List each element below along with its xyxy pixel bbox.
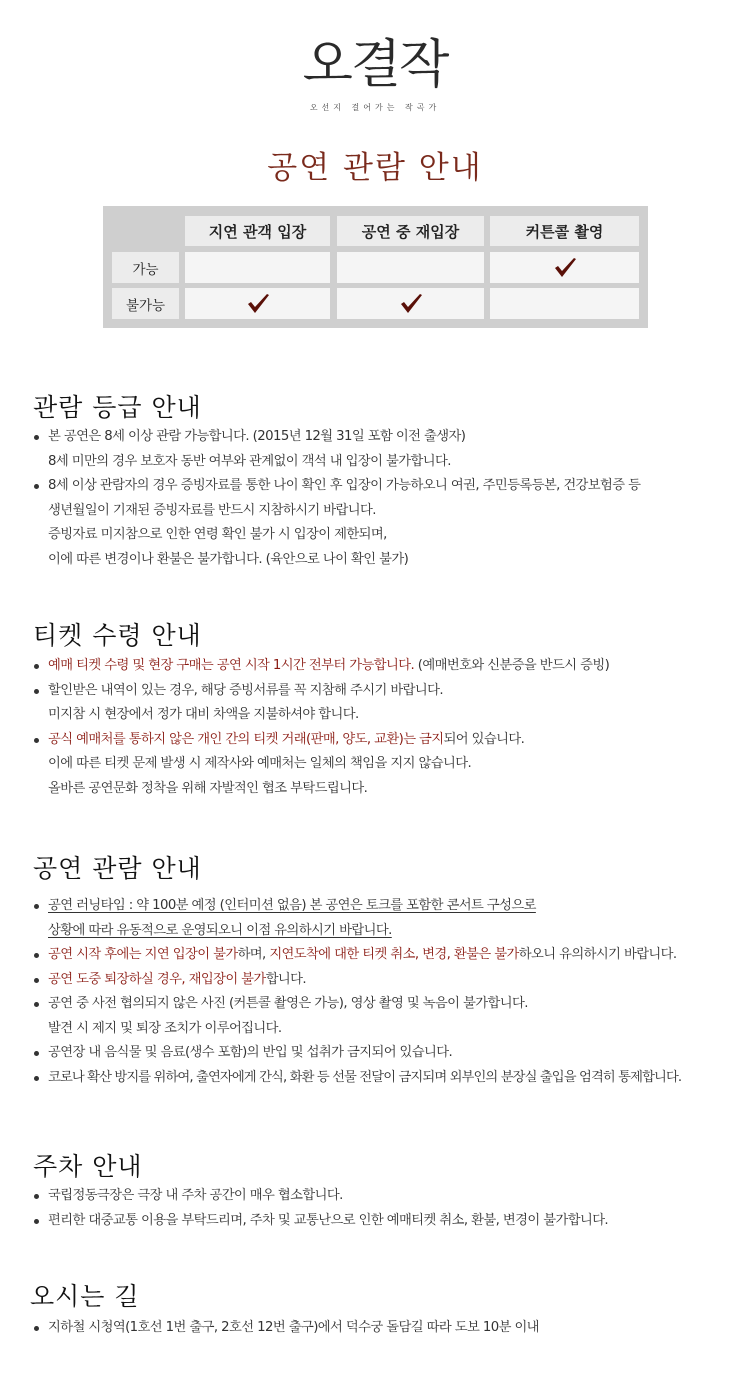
list-line: 발견 시 제지 및 퇴장 조치가 이루어집니다.: [48, 1020, 282, 1036]
table-row-label-not-allowed: 불가능: [112, 288, 179, 319]
list-line: 8세 이상 관람자의 경우 증빙자료를 통한 나이 확인 후 입장이 가능하오니 여권, 주민등록등본, 건강보험증 등: [48, 478, 641, 493]
logo-text: 오결작: [302, 35, 448, 95]
table-header-curtaincall-photo: 커튼콜 촬영: [490, 216, 639, 246]
list-line: 생년월일이 기재된 증빙자료를 반드시 지참하시기 바랍니다.: [48, 502, 376, 518]
section-title-directions: 오시는 길: [30, 1282, 140, 1311]
table-cell: [185, 252, 330, 283]
list-line: 공연 중 사전 협의되지 않은 사진 (커튼콜 촬영은 가능), 영상 촬영 및 녹음이 불가합니다.: [48, 996, 528, 1011]
emphasis-text: 공연 도중 퇴장하실 경우, 재입장이 불가: [48, 971, 266, 987]
list-text: 하오니 유의하시기 바랍니다.: [518, 947, 677, 962]
list-line: 증빙자료 미지참으로 인한 연령 확인 불가 시 입장이 제한되며,: [48, 527, 387, 542]
ticket-list: [33, 654, 609, 801]
list-item: [33, 728, 609, 802]
parking-list: [33, 1184, 608, 1233]
list-item: [33, 679, 609, 728]
emphasis-text: 예매 티켓 수령 및 현장 구매는 공연 시작 1시간 전부터 가능합니다.: [48, 658, 415, 673]
list-text: 합니다.: [265, 971, 307, 987]
table-header-reentry: 공연 중 재입장: [337, 216, 484, 246]
check-icon: [553, 257, 577, 279]
list-line: 공연장 내 음식물 및 음료(생수 포함)의 반입 및 섭취가 금지되어 있습니다.: [48, 1045, 453, 1060]
list-text: 되어 있습니다.: [443, 731, 525, 747]
emphasis-text: 공식 예매처를 통하지 않은 개인 간의 티켓 거래(판매, 양도, 교환)는 금지: [48, 731, 444, 747]
list-line: 국립정동극장은 극장 내 주차 공간이 매우 협소합니다.: [48, 1188, 343, 1203]
list-line: 공연 러닝타임 : 약 100분 예정 (인터미션 없음) 본 공연은 토크를 포함한 콘서트 구성으로: [48, 898, 536, 913]
list-item: [33, 1041, 681, 1066]
check-icon: [246, 293, 270, 315]
list-item: [33, 654, 609, 679]
section-title-parking: 주차 안내: [33, 1152, 143, 1181]
section-title-rating: 관람 등급 안내: [33, 393, 202, 422]
list-item: [33, 992, 681, 1041]
list-line: 이에 따른 티켓 문제 발생 시 제작사와 예매처는 일체의 책임을 지지 않습니다.: [48, 756, 472, 771]
rating-list: [33, 425, 640, 572]
list-item: [33, 894, 681, 943]
table-cell: [337, 288, 484, 319]
logo-subtext: 오선지 걸어가는 작곡가: [309, 103, 441, 112]
list-item: [33, 1316, 539, 1341]
section-title-ticket: 티켓 수령 안내: [33, 621, 202, 650]
list-item: [33, 1066, 681, 1091]
list-item: [33, 968, 681, 993]
list-item: [33, 1184, 608, 1209]
emphasis-text: 공연 시작 후에는 지연 입장이 불가: [48, 947, 238, 962]
list-line: 코로나 확산 방지를 위하여, 출연자에게 간식, 화환 등 선물 전달이 금지되며 외부인의 분장실 출입을 엄격히 통제합니다.: [48, 1069, 682, 1085]
table-header-late-entry: 지연 관객 입장: [185, 216, 330, 246]
directions-list: [33, 1316, 539, 1341]
list-item: [33, 1209, 608, 1234]
list-item: [33, 943, 681, 968]
table-cell: [185, 288, 330, 319]
table-cell: [490, 288, 639, 319]
list-line: 올바른 공연문화 정착을 위해 자발적인 협조 부탁드립니다.: [48, 780, 368, 796]
table-row-label-allowed: 가능: [112, 252, 179, 283]
check-icon: [399, 293, 423, 315]
list-line: 할인받은 내역이 있는 경우, 해당 증빙서류를 꼭 지참해 주시기 바랍니다.: [48, 682, 443, 698]
list-line: 이에 따른 변경이나 환불은 불가합니다. (육안으로 나이 확인 불가): [48, 551, 409, 567]
list-line: 미지참 시 현장에서 정가 대비 차액을 지불하셔야 합니다.: [48, 707, 359, 722]
list-text: (예매번호와 신분증을 반드시 증빙): [414, 658, 610, 673]
list-line: 8세 미만의 경우 보호자 동반 여부와 관계없이 객석 내 입장이 불가합니다.: [48, 453, 451, 469]
policy-table: [103, 206, 648, 328]
page-title: 공연 관람 안내: [267, 150, 483, 186]
table-cell: [490, 252, 639, 283]
list-text: 하며,: [237, 947, 270, 962]
list-line: 본 공연은 8세 이상 관람 가능합니다. (2015년 12월 31일 포함 이전 출생자): [48, 429, 466, 444]
section-title-viewing: 공연 관람 안내: [33, 854, 202, 883]
table-cell: [337, 252, 484, 283]
viewing-list: [33, 894, 681, 1090]
list-item: [33, 425, 640, 474]
logo: [0, 30, 750, 113]
emphasis-text: 지연도착에 대한 티켓 취소, 변경, 환불은 불가: [269, 947, 519, 962]
list-item: [33, 474, 640, 572]
list-line: 지하철 시청역(1호선 1번 출구, 2호선 12번 출구)에서 덕수궁 돌담길 따라 도보 10분 이내: [48, 1320, 539, 1335]
list-line: 편리한 대중교통 이용을 부탁드리며, 주차 및 교통난으로 인한 예매티켓 취소, 환불, 변경이 불가합니다.: [48, 1212, 609, 1228]
list-line: 상황에 따라 유동적으로 운영되오니 이점 유의하시기 바랍니다.: [48, 922, 392, 938]
